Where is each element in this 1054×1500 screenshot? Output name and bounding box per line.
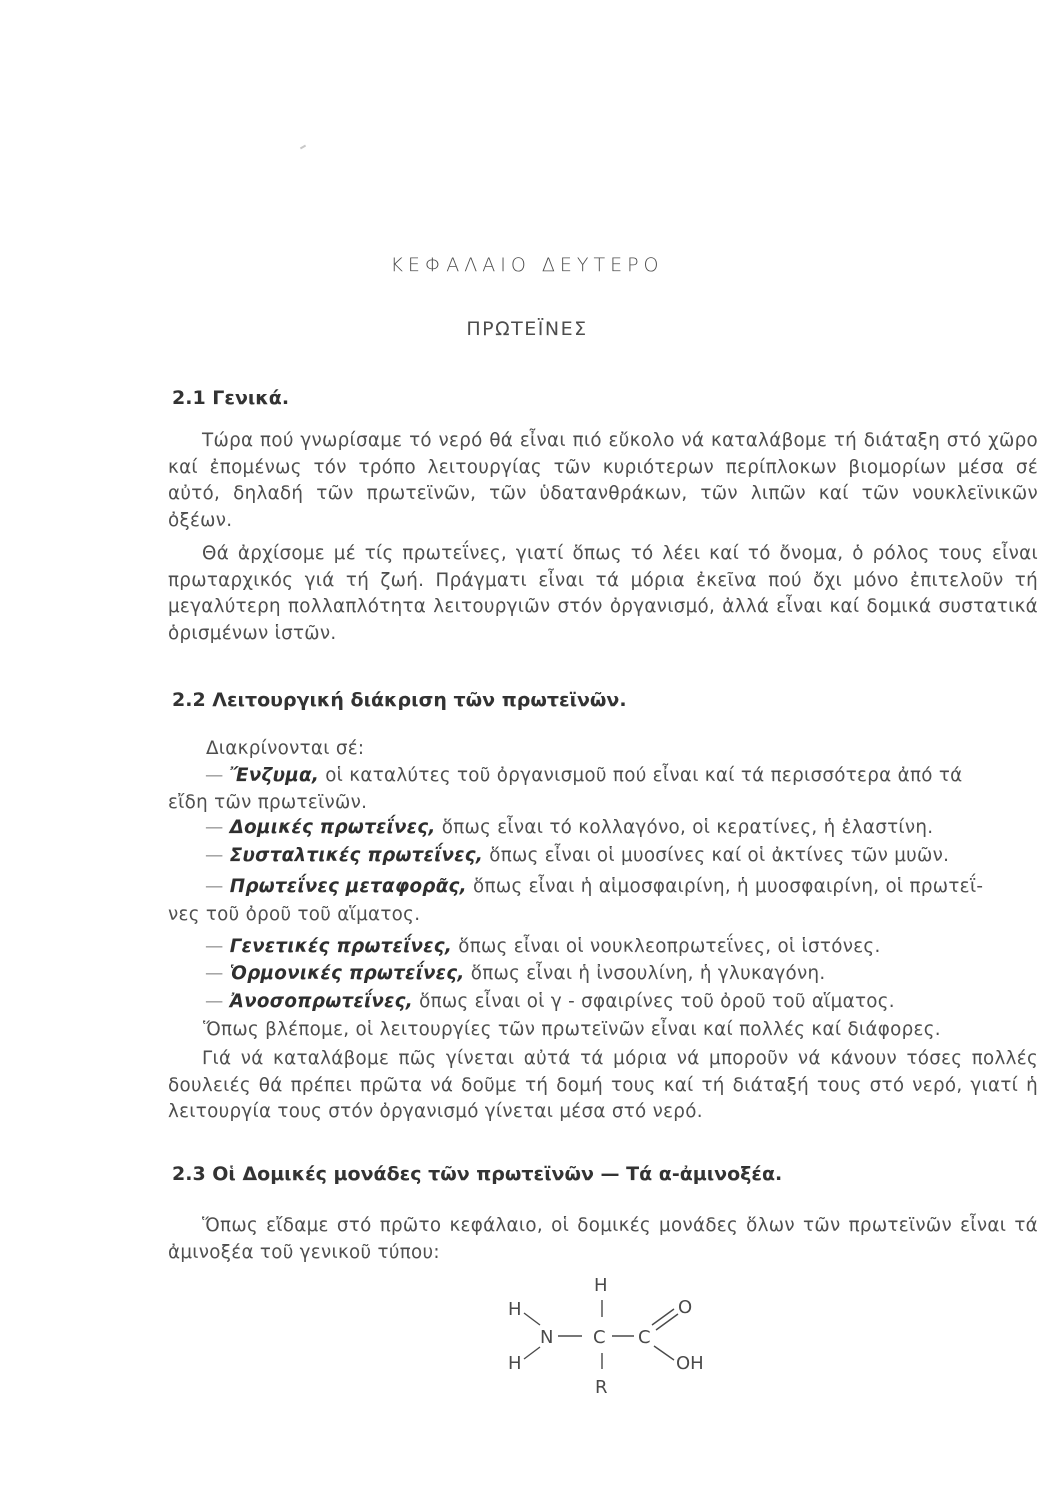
list-item-continuation: νες τοῦ ὀροῦ τοῦ αἵματος. <box>168 904 421 925</box>
bond-h-n-bottom <box>524 1347 540 1359</box>
list-item-transport <box>205 876 983 897</box>
list-item-structural <box>205 817 933 838</box>
bond-h-n-top <box>524 1313 540 1325</box>
list-text: ὅπως εἶναι τό κολλαγόνο, οἱ κερατίνες, ἡ ἐλαστίνη. <box>435 817 934 838</box>
list-intro: Διακρίνονται σέ: <box>206 738 365 759</box>
list-dash: — <box>205 963 224 984</box>
list-dash: — <box>205 845 224 866</box>
paragraph-general-2 <box>168 541 1038 647</box>
formula-oh: OH <box>676 1353 704 1374</box>
list-dash: — <box>205 817 224 838</box>
list-dash: — <box>205 991 224 1012</box>
closing-sentence: Ὅπως βλέπομε, οἱ λειτουργίες τῶν πρωτεϊνῶν εἶναι καί πολλές καί διάφορες. <box>203 1019 941 1040</box>
section-heading-2-2: 2.2 Λειτουργική διάκριση τῶν πρωτεϊνῶν. <box>172 689 627 711</box>
bond-c-o-double-2 <box>656 1314 678 1330</box>
formula-h-top: H <box>594 1275 608 1296</box>
formula-h-left-top: H <box>508 1299 522 1320</box>
list-item-enzymes <box>205 765 963 786</box>
list-text: ὅπως εἶναι ἡ ἰνσουλίνη, ἡ γλυκαγόνη. <box>464 963 826 984</box>
list-item-immuno <box>205 991 895 1012</box>
formula-r: R <box>595 1377 608 1398</box>
bond-c-oh <box>654 1346 674 1360</box>
scan-mark <box>300 145 306 150</box>
list-text: ὅπως εἶναι οἱ νουκλεοπρωτεΐνες, οἱ ἱστόνες. <box>452 936 881 957</box>
list-term: Δομικές πρωτεΐνες, <box>229 817 436 838</box>
list-text: ὅπως εἶναι ἡ αἱμοσφαιρίνη, ἡ μυοσφαιρίνη, οἱ πρωτεΐ- <box>466 876 984 897</box>
list-term: Γενετικές πρωτεΐνες, <box>229 936 453 957</box>
list-item-contractile <box>205 845 949 866</box>
closing-paragraph <box>168 1046 1038 1126</box>
section-heading-2-1: 2.1 Γενικά. <box>172 387 290 409</box>
list-term: Ὁρμονικές πρωτεΐνες, <box>229 963 465 984</box>
list-text: ὅπως εἶναι οἱ γ - σφαιρίνες τοῦ ὀροῦ τοῦ αἵματος. <box>413 991 895 1012</box>
paragraph-text: Τώρα πού γνωρίσαμε τό νερό θά εἶναι πιό εὔκολο νά καταλάβομε τή διάταξη στό χῶρο καί ἐπομένως τόν τρόπο λειτουργίας τῶν κυριότερων περίπλοκων βιομορίων μέσα σέ αὐτό, δηλαδή τῶν πρωτεϊνῶν, τῶν ὑδατανθράκων, τῶν λιπῶν καί τῶν νουκλεϊνικῶν ὀξέων. <box>168 430 1038 531</box>
list-dash: — <box>205 765 224 786</box>
list-term: Ἀνοσοπρωτεΐνες, <box>229 991 413 1012</box>
amino-acid-formula <box>490 1265 730 1405</box>
list-item-hormonal <box>205 963 826 984</box>
paragraph-general-1 <box>168 428 1038 534</box>
list-term: Πρωτεΐνες μεταφορᾶς, <box>229 876 467 897</box>
list-item-genetic <box>205 936 881 957</box>
chapter-heading: ΚΕΦΑΛΑΙΟ ΔΕΥΤΕΡΟ <box>390 254 664 276</box>
list-text: οἱ καταλύτες τοῦ ὀργανισμοῦ πού εἶναι καί τά περισσότερα ἀπό τά <box>319 765 963 786</box>
list-dash: — <box>205 936 224 957</box>
formula-n: N <box>540 1327 554 1348</box>
paragraph-text: Ὅπως εἴδαμε στό πρῶτο κεφάλαιο, οἱ δομικές μονάδες ὅλων τῶν πρωτεϊνῶν εἶναι τά ἀμινοξέα τοῦ γενικοῦ τύπου: <box>168 1215 1038 1263</box>
formula-c-alpha: C <box>593 1327 606 1348</box>
bond-c-o-double-1 <box>652 1309 674 1325</box>
chapter-title: ΠΡΩΤΕΪΝΕΣ <box>466 318 588 340</box>
list-item-continuation: εἴδη τῶν πρωτεϊνῶν. <box>168 792 368 813</box>
list-term: Ἔνζυμα, <box>229 765 320 786</box>
list-dash: — <box>205 876 224 897</box>
list-text: ὅπως εἶναι οἱ μυοσίνες καί οἱ ἀκτίνες τῶν μυῶν. <box>483 845 950 866</box>
formula-c-carboxyl: C <box>638 1327 651 1348</box>
paragraph-amino-acids <box>168 1213 1038 1266</box>
section-heading-2-3: 2.3 Οἱ Δομικές μονάδες τῶν πρωτεϊνῶν — Τά α-ἀμινοξέα. <box>172 1163 783 1185</box>
list-term: Συσταλτικές πρωτεΐνες, <box>229 845 484 866</box>
formula-o: O <box>678 1297 693 1318</box>
paragraph-text: Γιά νά καταλάβομε πῶς γίνεται αὐτά τά μόρια νά μποροῦν νά κάνουν τόσες πολλές δουλειές θά πρέπει πρῶτα νά δοῦμε τή δομή τους καί τή διάταξή τους στό νερό, γιατί ἡ λειτουργία τους στόν ὀργανισμό γίνεται μέσα στό νερό. <box>168 1048 1038 1122</box>
formula-h-left-bottom: H <box>508 1353 522 1374</box>
paragraph-text: Θά ἀρχίσομε μέ τίς πρωτεΐνες, γιατί ὅπως τό λέει καί τό ὄνομα, ὁ ρόλος τους εἶναι πρωταρχικός γιά τή ζωή. Πράγματι εἶναι τά μόρια ἐκεῖνα πού ὄχι μόνο ἐπιτελοῦν τή μεγαλύτερη πολλαπλότητα λειτουργιῶν στόν ὀργανισμό, ἀλλά εἶναι καί δομικά συστατικά ὁρισμένων ἱστῶν. <box>168 543 1038 644</box>
